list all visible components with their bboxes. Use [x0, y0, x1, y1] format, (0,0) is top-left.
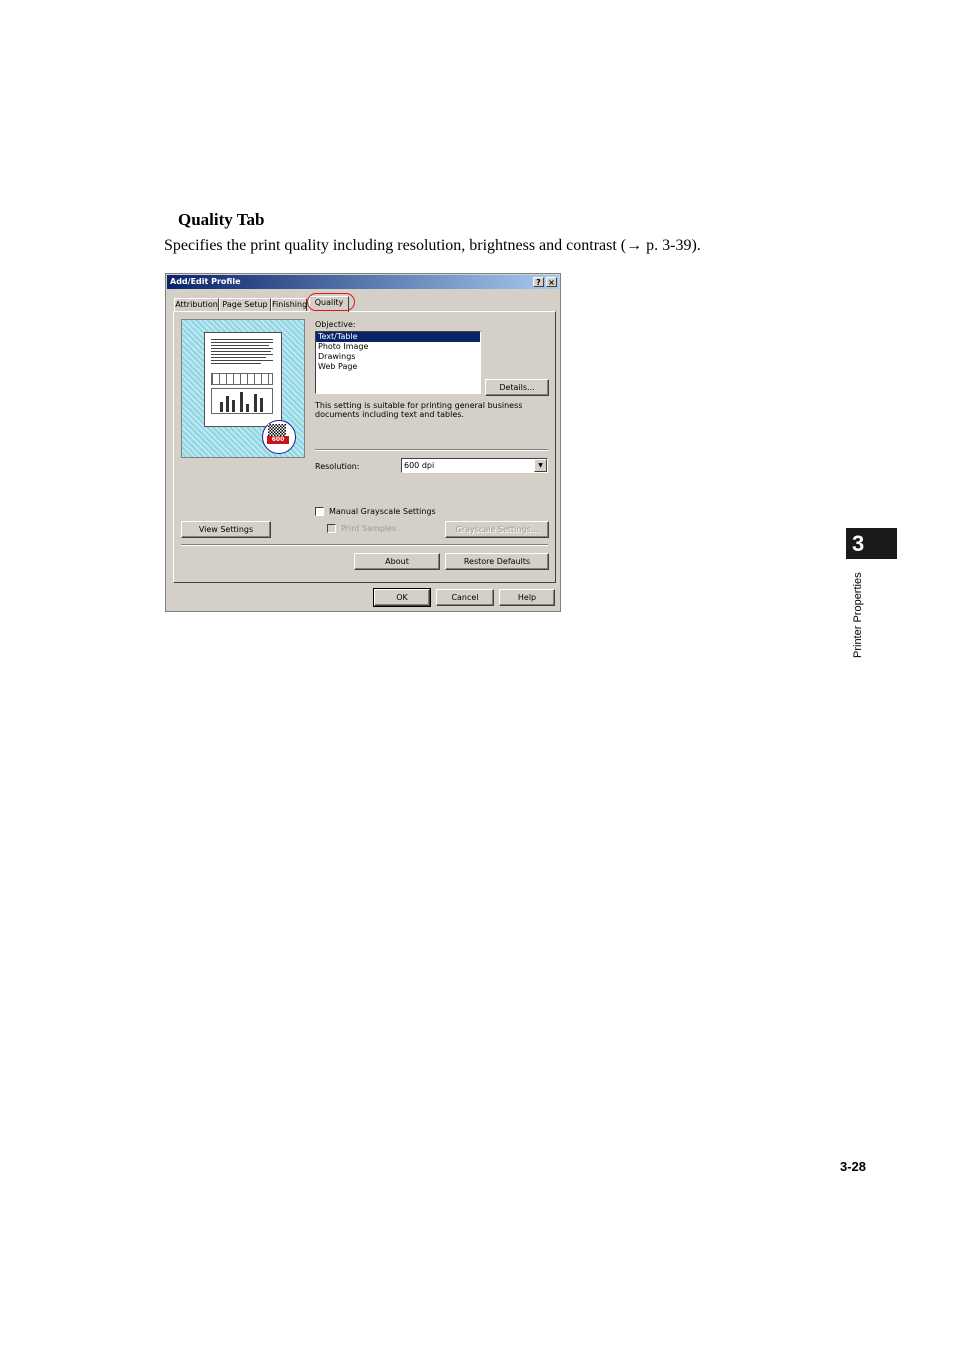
resolution-label: Resolution: [315, 462, 360, 471]
cancel-button[interactable]: Cancel [436, 589, 494, 606]
print-samples-label: Print Samples [341, 524, 397, 533]
preview-page-icon [204, 332, 282, 427]
tab-quality[interactable]: Quality [309, 296, 349, 312]
resolution-value: 600 dpi [404, 461, 435, 470]
objective-description: This setting is suitable for printing general business documents including text and tables. [315, 401, 523, 419]
tab-page-setup[interactable]: Page Setup [219, 298, 271, 311]
divider [315, 449, 548, 451]
objective-listbox[interactable] [315, 331, 481, 394]
close-button[interactable]: × [546, 277, 557, 287]
help-title-button[interactable]: ? [533, 277, 544, 287]
chapter-tab: 3 [846, 528, 897, 559]
tab-attribution[interactable]: Attribution [175, 300, 218, 309]
objective-item-drawings[interactable]: Drawings [318, 352, 356, 361]
manual-grayscale-checkbox[interactable] [315, 507, 324, 516]
section-heading: Quality Tab [178, 210, 265, 229]
dialog-titlebar [167, 275, 559, 289]
preview-chart-icon [211, 388, 273, 414]
tab-highlight-ring [307, 293, 355, 311]
restore-defaults-button[interactable]: Restore Defaults [445, 553, 549, 570]
chevron-down-icon[interactable]: ▼ [534, 459, 547, 472]
checker-pattern-icon [268, 424, 286, 436]
resolution-select[interactable] [401, 458, 548, 473]
add-edit-profile-dialog [165, 273, 561, 612]
help-button[interactable]: Help [499, 589, 555, 606]
print-preview [181, 319, 305, 458]
manual-grayscale-label: Manual Grayscale Settings [329, 507, 436, 516]
section-description: Specifies the print quality including resolution, brightness and contrast (→ p. 3-39). [164, 237, 701, 254]
ok-button[interactable]: OK [374, 589, 430, 606]
objective-item-web-page[interactable]: Web Page [318, 362, 358, 371]
grayscale-settings-button[interactable]: Grayscale Settings... [445, 521, 549, 538]
print-samples-checkbox[interactable] [327, 524, 336, 533]
dialog-title: Add/Edit Profile [170, 277, 241, 286]
details-button[interactable]: Details... [485, 379, 549, 396]
resolution-badge-icon [262, 420, 296, 454]
objective-label: Objective: [315, 320, 356, 329]
divider [181, 544, 548, 546]
objective-item-photo-image[interactable]: Photo Image [318, 342, 369, 351]
view-settings-button[interactable]: View Settings [181, 521, 271, 538]
tab-finishing[interactable]: Finishing [272, 300, 308, 309]
badge-resolution-text: 600 [267, 436, 289, 444]
page-number: 3-28 [840, 1159, 867, 1174]
about-button[interactable]: About [354, 553, 440, 570]
objective-item-text-table[interactable]: Text/Table [316, 332, 480, 342]
chapter-label: Printer Properties [852, 572, 864, 658]
preview-table-icon [211, 373, 273, 385]
quality-tab-panel [173, 311, 556, 583]
